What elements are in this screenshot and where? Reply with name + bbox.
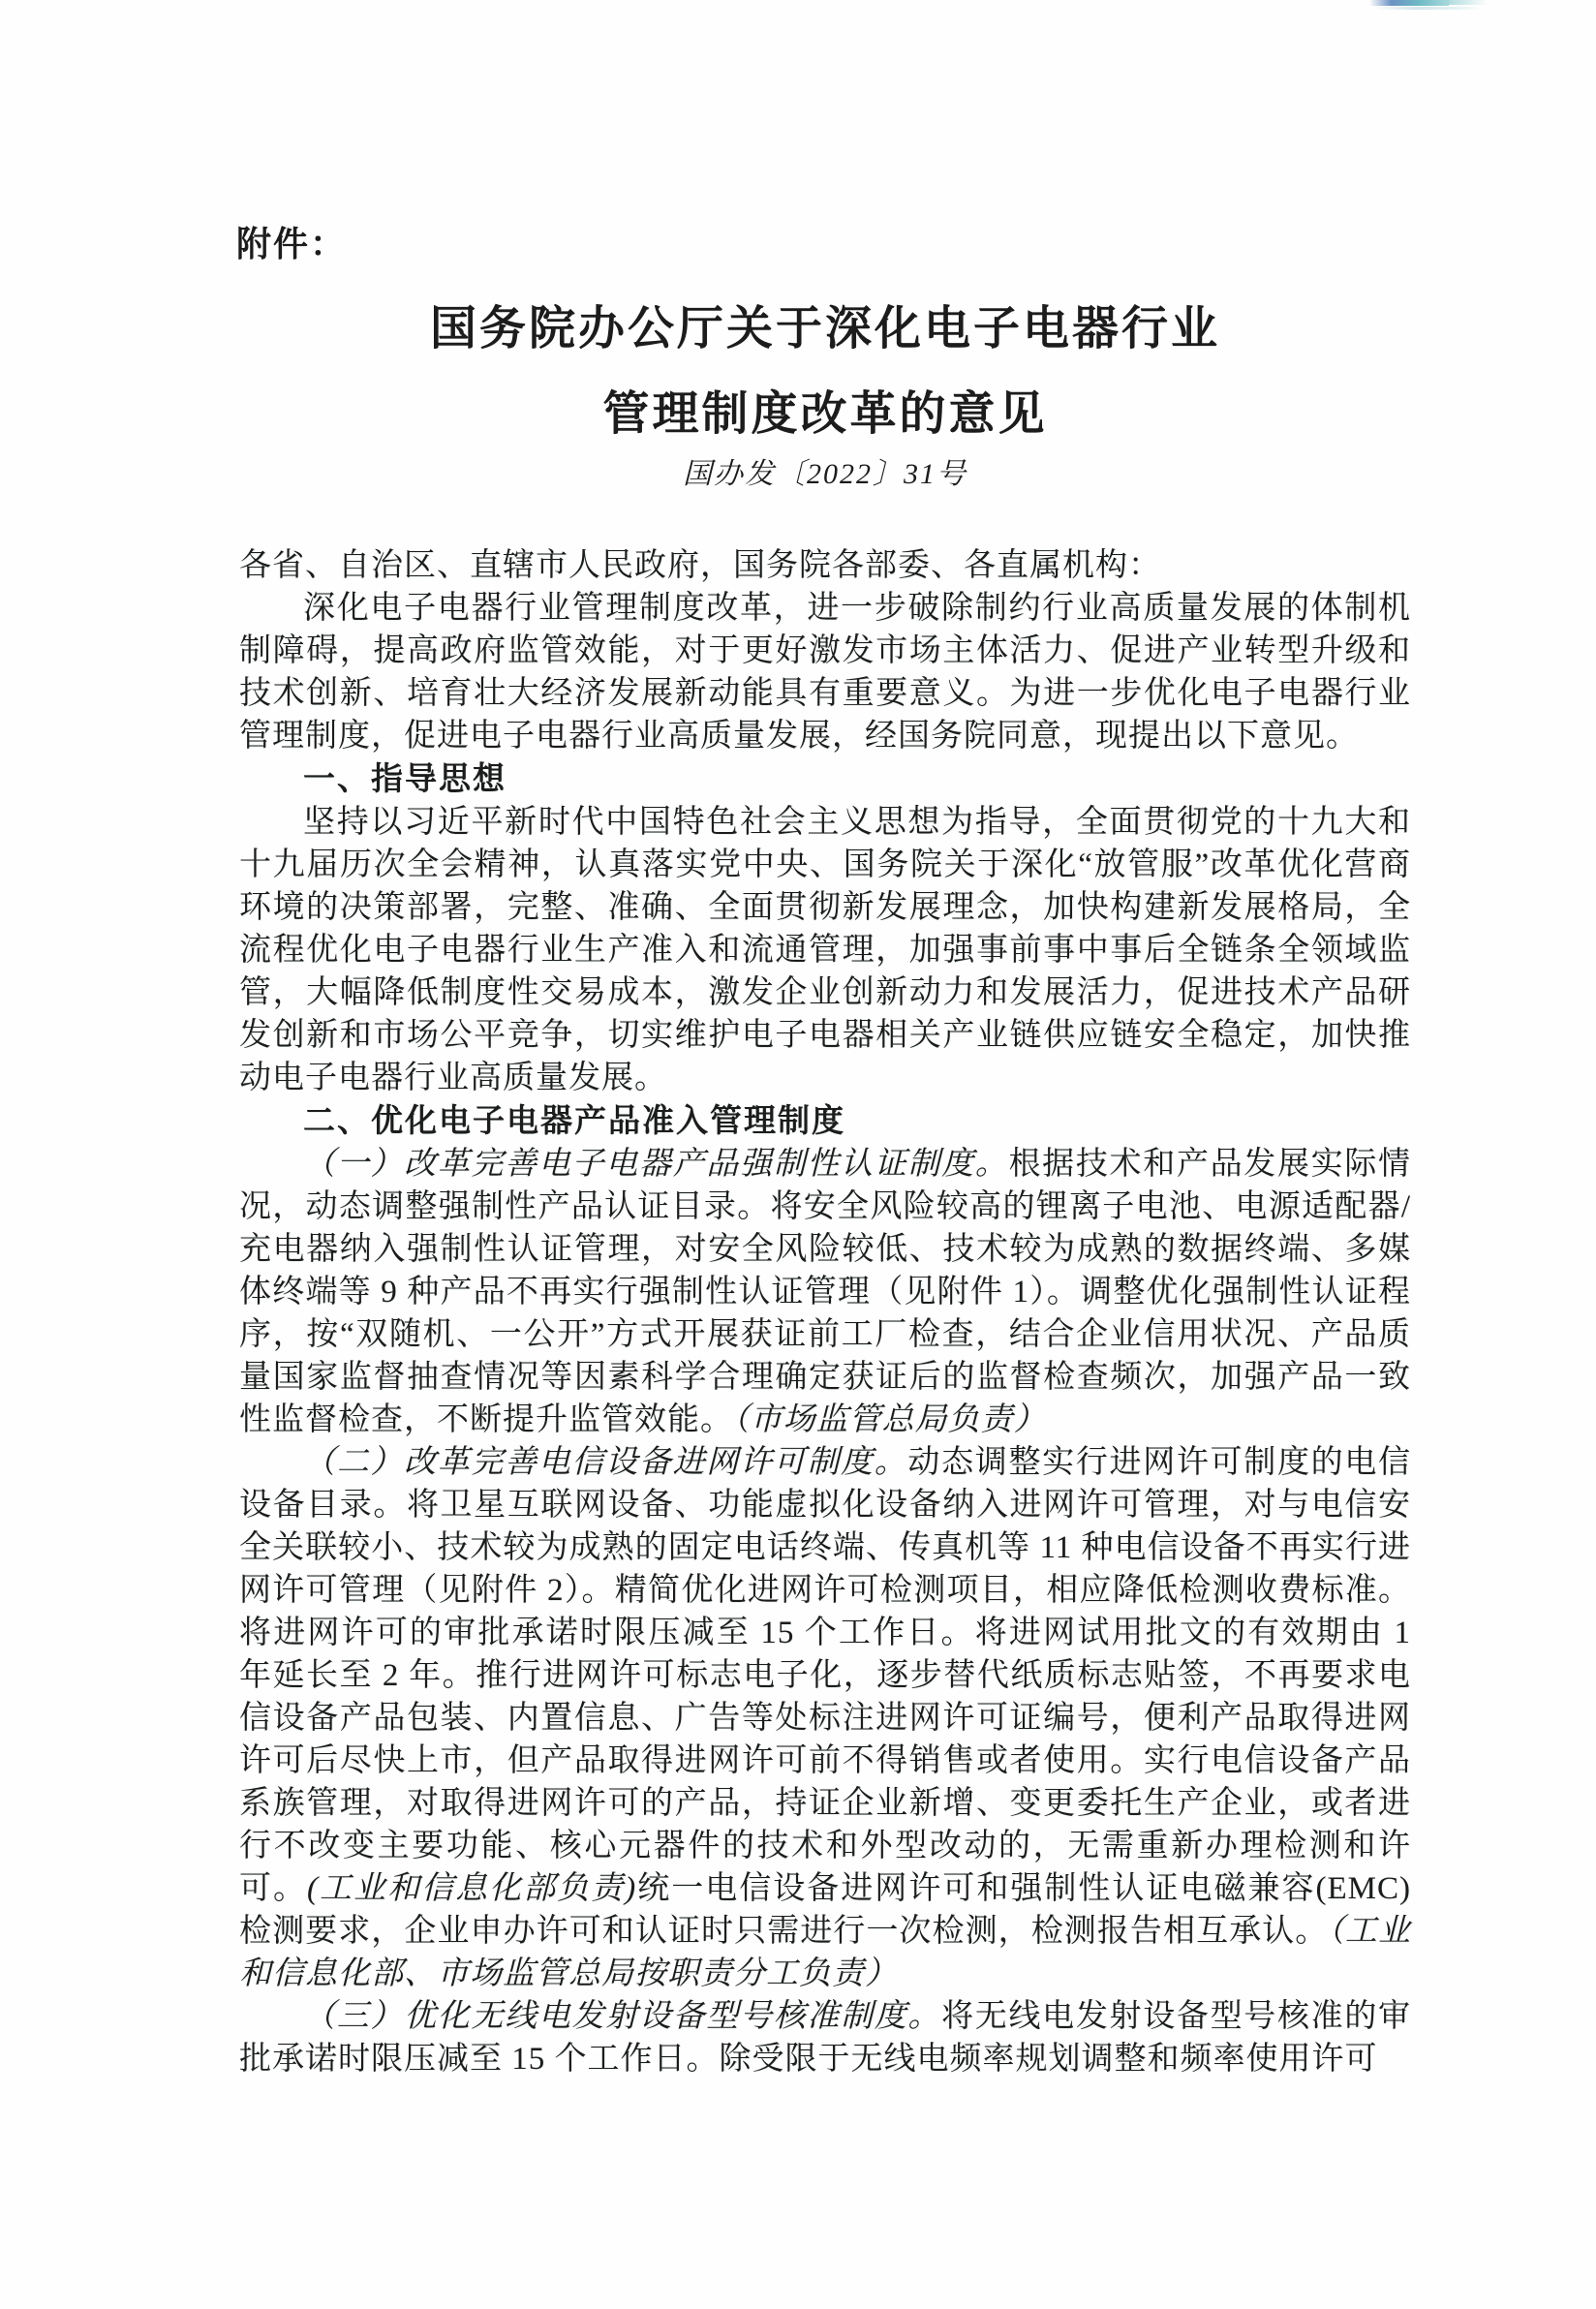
text-run: 各省、自治区、直辖市人民政府，国务院各部委、各直属机构： [239,548,1161,583]
scan-artifact-mark [1369,0,1495,12]
document-title-line1: 国务院办公厅关于深化电子电器行业 [429,303,1220,354]
text-run: 根据技术和产品发展实际情况，动态调整强制性产品认证目录。将安全风险较高的锂离子电池、电源适配器/充电器纳入强制性认证管理，对安全风险较低、技术较为成熟的数据终端、多媒体终端等 9 种产品不再实行强制性认证管理（见附件 1）。调整优化强制性认证程序，按“双随机、一公开”方式开展获证前工厂检查，结合企业信用状况、产品质量国家监督抽查情况等因素科学合理确定获证后的监督检查频次，加强产品一致性监督检查，不断提升监管效能。 [239,1147,1411,1437]
text-run: 二、优化电子电器产品准入管理制度 [303,1102,845,1138]
doc-number: 国办发〔2022〕31号 [683,458,967,490]
document-paragraph [239,1099,1411,1143]
text-run: 动态调整实行进网许可制度的电信设备目录。将卫星互联网设备、功能虚拟化设备纳入进网许可管理，对与电信安全关联较小、技术较为成熟的固定电话终端、传真机等 11 种电信设备不再实行进网许可管理（见附件 2）。精简优化进网许可检测项目，相应降低检测收费标准。将进网许可的审批承诺时限压减至 15 个工作日。将进网试用批文的有效期由 1 年延长至 2 年。推行进网许可标志电子化，逐步替代纸质标志贴签，不再要求电信设备产品包装、内置信息、广告等处标注进网许可证编号，便利产品取得进网许可后尽快上市，但产品取得进网许可前不得销售或者使用。实行电信设备产品系族管理，对取得进网许可的产品，持证企业新增、变更委托生产企业，或者进行不改变主要功能、核心元器件的技术和外型改动的，无需重新办理检测和许可。 [239,1445,1411,1906]
text-run: （市场监管总局负责） [733,1402,1047,1437]
text-run: （三）优化无线电发射设备型号核准制度。 [303,1999,942,2034]
text-run: 将无线电发射设备型号核准的审批承诺时限压减至 15 个工作日。除受限于无线电频率规划调整和频率使用许可 [239,1999,1411,2077]
text-run: （二）改革完善电信设备进网许可制度。 [303,1445,908,1480]
text-run: 一、指导思想 [303,760,506,796]
document-title-line2: 管理制度改革的意见 [602,388,1048,440]
document-paragraph [239,1441,1411,1995]
document-paragraph [239,587,1411,757]
text-run: 统一电信设备进网许可和强制性认证电磁兼容(EMC)检测要求，企业申办许可和认证时只需进行一次检测，检测报告相互承认。 [239,1871,1411,1949]
text-run: （工业和信息化部、市场监管总局按职责分工负责） [239,1914,1412,1991]
document-paragraph [239,757,1411,801]
document-paragraph [239,544,1411,587]
text-run: (工业和信息化部负责) [307,1871,637,1906]
scan-streak-icon [1447,0,1488,5]
document-paragraph [239,801,1411,1099]
scan-streak-icon [1373,7,1482,10]
document-paragraph [239,1995,1411,2080]
scan-streak-icon [1369,0,1449,6]
text-run: 深化电子电器行业管理制度改革，进一步破除制约行业高质量发展的体制机制障碍，提高政府监管效能，对于更好激发市场主体活力、促进产业转型升级和技术创新、培育壮大经济发展新动能具有重要意义。为进一步优化电子电器行业管理制度，促进电子电器行业高质量发展，经国务院同意，现提出以下意见。 [239,591,1411,754]
text-run: （一）改革完善电子电器产品强制性认证制度。 [303,1147,1009,1182]
text-run: 坚持以习近平新时代中国特色社会主义思想为指导，全面贯彻党的十九大和十九届历次全会精神，认真落实党中央、国务院关于深化“放管服”改革优化营商环境的决策部署，完整、准确、全面贯彻新发展理念，加快构建新发展格局，全流程优化电子电器行业生产准入和流通管理，加强事前事中事后全链条全领域监管，大幅降低制度性交易成本，激发企业创新动力和发展活力，促进技术产品研发创新和市场公平竞争，切实维护电子电器相关产业链供应链安全稳定，加快推动电子电器行业高质量发展。 [239,805,1411,1095]
document-paragraph [239,1143,1411,1441]
attachment-label: 附件： [236,225,348,263]
document-body [239,544,1411,2080]
